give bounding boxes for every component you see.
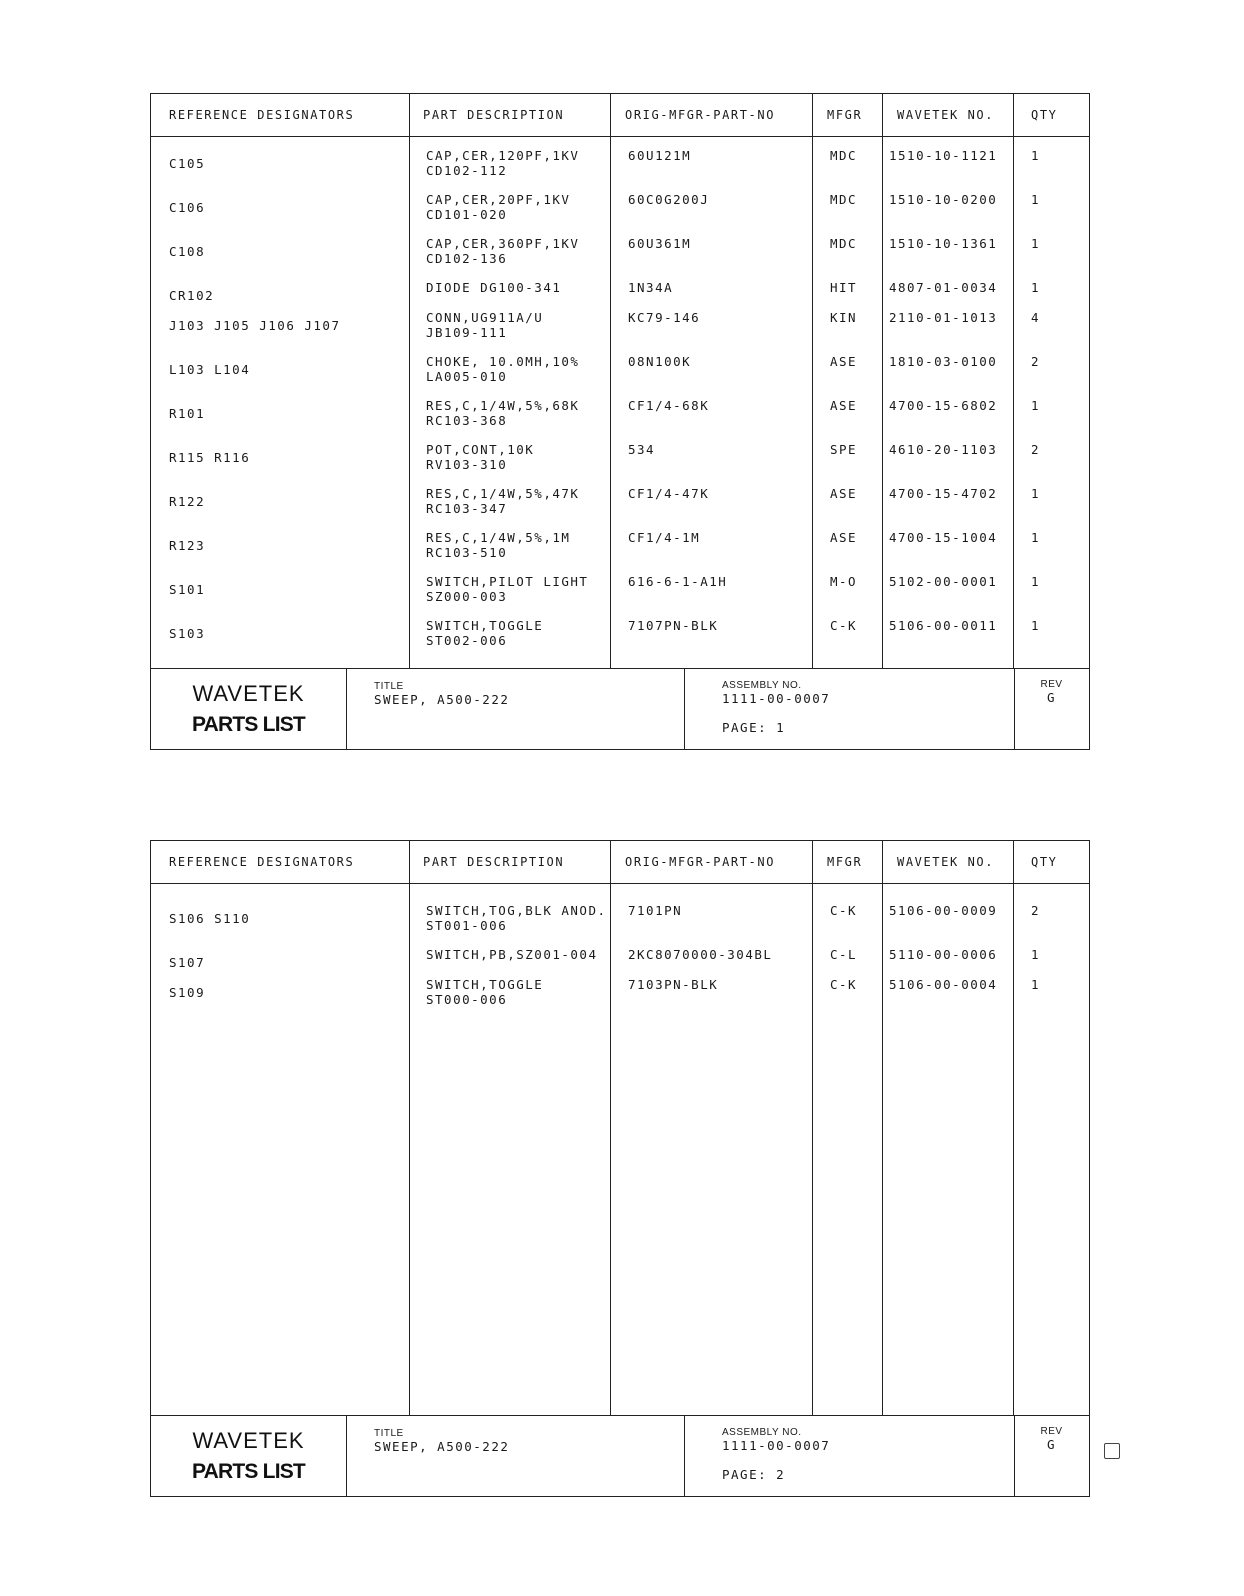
rev-label: REV: [1040, 679, 1063, 690]
table-row: [151, 148, 1089, 192]
qty: 1: [1031, 618, 1041, 633]
header-wavetek-no: WAVETEK NO.: [897, 855, 995, 869]
table-row: [151, 354, 1089, 398]
table-row: [151, 192, 1089, 236]
part-description: DIODE DG100-341: [426, 280, 562, 295]
part-description: SWITCH,TOGGLE ST002-006: [426, 618, 544, 648]
ref-designator: R115 R116: [169, 450, 251, 465]
part-description: RES,C,1/4W,5%,1M RC103-510: [426, 530, 571, 560]
wavetek-no: 1810-03-0100: [889, 354, 998, 369]
qty: 1: [1031, 947, 1041, 962]
table-row: [151, 903, 1089, 947]
orig-part-no: 60U121M: [628, 148, 692, 163]
logo-block: [151, 1416, 347, 1496]
wavetek-no: 1510-10-0200: [889, 192, 998, 207]
qty: 1: [1031, 280, 1041, 295]
part-description: SWITCH,PILOT LIGHT SZ000-003: [426, 574, 589, 604]
wavetek-no: 1510-10-1361: [889, 236, 998, 251]
orig-part-no: CF1/4-47K: [628, 486, 710, 501]
ref-designator: L103 L104: [169, 362, 251, 377]
title-block: [151, 1415, 1089, 1496]
header-orig-mfgr-part-no: ORIG-MFGR-PART-NO: [625, 108, 776, 122]
qty: 1: [1031, 398, 1041, 413]
part-description: CAP,CER,120PF,1KV CD102-112: [426, 148, 580, 178]
header-divider: [151, 136, 1089, 137]
orig-part-no: 60C0G200J: [628, 192, 710, 207]
wavetek-no: 5106-00-0009: [889, 903, 998, 918]
table-row: [151, 310, 1089, 354]
title-field: [346, 669, 685, 749]
part-description: CAP,CER,20PF,1KV CD101-020: [426, 192, 571, 222]
qty: 1: [1031, 574, 1041, 589]
scan-edge-mark: [1104, 1443, 1120, 1459]
header-part-description: PART DESCRIPTION: [423, 108, 565, 122]
header-divider: [151, 883, 1089, 884]
orig-part-no: 2KC8070000-304BL: [628, 947, 773, 962]
qty: 2: [1031, 442, 1041, 457]
ref-designator: R122: [169, 494, 206, 509]
title-value: SWEEP, A500-222: [374, 1439, 510, 1454]
wavetek-no: 1510-10-1121: [889, 148, 998, 163]
part-description: POT,CONT,10K RV103-310: [426, 442, 535, 472]
rev-label: REV: [1040, 1426, 1063, 1437]
ref-designator: J103 J105 J106 J107: [169, 318, 341, 333]
part-description: SWITCH,PB,SZ001-004: [426, 947, 598, 962]
header-mfgr: MFGR: [827, 108, 863, 122]
wavetek-no: 4610-20-1103: [889, 442, 998, 457]
page-number: PAGE: 1: [722, 720, 786, 735]
assembly-label: ASSEMBLY NO.: [722, 680, 802, 691]
table-row: [151, 574, 1089, 618]
wavetek-no: 5106-00-0011: [889, 618, 998, 633]
mfgr: C-K: [830, 618, 858, 633]
qty: 2: [1031, 354, 1041, 369]
mfgr: C-L: [830, 947, 858, 962]
mfgr: ASE: [830, 486, 858, 501]
wavetek-logo: WAVETEK: [192, 1428, 305, 1453]
wavetek-no: 4700-15-6802: [889, 398, 998, 413]
title-label: TITLE: [374, 681, 404, 692]
title-label: TITLE: [374, 1428, 404, 1439]
parts-list-sheet-1: [150, 93, 1090, 750]
ref-designator: S101: [169, 582, 206, 597]
ref-designator: CR102: [169, 288, 215, 303]
ref-designator: R101: [169, 406, 206, 421]
ref-designator: R123: [169, 538, 206, 553]
orig-part-no: 08N100K: [628, 354, 692, 369]
table-row: [151, 236, 1089, 280]
title-value: SWEEP, A500-222: [374, 692, 510, 707]
header-reference-designators: REFERENCE DESIGNATORS: [169, 855, 355, 869]
parts-list-sheet-2: [150, 840, 1090, 1497]
qty: 1: [1031, 192, 1041, 207]
wavetek-no: 2110-01-1013: [889, 310, 998, 325]
qty: 1: [1031, 977, 1041, 992]
part-description: SWITCH,TOG,BLK ANOD. ST001-006: [426, 903, 607, 933]
assembly-field: [684, 669, 1015, 749]
assembly-number: 1111-00-0007: [722, 1438, 831, 1453]
parts-list-label: PARTS LIST: [192, 1460, 305, 1483]
table-row: [151, 486, 1089, 530]
part-description: RES,C,1/4W,5%,68K RC103-368: [426, 398, 580, 428]
revision-field: [1014, 669, 1089, 749]
orig-part-no: CF1/4-1M: [628, 530, 701, 545]
orig-part-no: 1N34A: [628, 280, 674, 295]
orig-part-no: 7103PN-BLK: [628, 977, 719, 992]
page-number: PAGE: 2: [722, 1467, 786, 1482]
orig-part-no: 616-6-1-A1H: [628, 574, 728, 589]
part-description: CONN,UG911A/U JB109-111: [426, 310, 544, 340]
orig-part-no: 7101PN: [628, 903, 683, 918]
wavetek-no: 4700-15-1004: [889, 530, 998, 545]
mfgr: MDC: [830, 148, 858, 163]
table-row: [151, 398, 1089, 442]
mfgr: MDC: [830, 236, 858, 251]
mfgr: SPE: [830, 442, 858, 457]
part-description: RES,C,1/4W,5%,47K RC103-347: [426, 486, 580, 516]
header-qty: QTY: [1031, 855, 1058, 869]
mfgr: ASE: [830, 398, 858, 413]
header-mfgr: MFGR: [827, 855, 863, 869]
mfgr: C-K: [830, 977, 858, 992]
ref-designator: S107: [169, 955, 206, 970]
part-description: CAP,CER,360PF,1KV CD102-136: [426, 236, 580, 266]
table-row: [151, 530, 1089, 574]
orig-part-no: 534: [628, 442, 656, 457]
qty: 2: [1031, 903, 1041, 918]
part-description: CHOKE, 10.0MH,10% LA005-010: [426, 354, 580, 384]
part-description: SWITCH,TOGGLE ST000-006: [426, 977, 544, 1007]
table-row: [151, 618, 1089, 662]
ref-designator: C106: [169, 200, 206, 215]
assembly-number: 1111-00-0007: [722, 691, 831, 706]
ref-designator: C108: [169, 244, 206, 259]
qty: 1: [1031, 486, 1041, 501]
rev-value: G: [1046, 690, 1057, 705]
header-wavetek-no: WAVETEK NO.: [897, 108, 995, 122]
assembly-label: ASSEMBLY NO.: [722, 1427, 802, 1438]
header-part-description: PART DESCRIPTION: [423, 855, 565, 869]
ref-designator: S109: [169, 985, 206, 1000]
table-row: [151, 280, 1089, 310]
table-row: [151, 947, 1089, 977]
orig-part-no: 7107PN-BLK: [628, 618, 719, 633]
wavetek-logo: WAVETEK: [192, 681, 305, 706]
wavetek-no: 4807-01-0034: [889, 280, 998, 295]
wavetek-no: 5110-00-0006: [889, 947, 998, 962]
header-orig-mfgr-part-no: ORIG-MFGR-PART-NO: [625, 855, 776, 869]
mfgr: ASE: [830, 354, 858, 369]
orig-part-no: CF1/4-68K: [628, 398, 710, 413]
logo-block: [151, 669, 347, 749]
qty: 1: [1031, 148, 1041, 163]
wavetek-no: 4700-15-4702: [889, 486, 998, 501]
ref-designator: S106 S110: [169, 911, 251, 926]
orig-part-no: 60U361M: [628, 236, 692, 251]
qty: 1: [1031, 530, 1041, 545]
mfgr: HIT: [830, 280, 858, 295]
ref-designator: C105: [169, 156, 206, 171]
assembly-field: [684, 1416, 1015, 1496]
qty: 4: [1031, 310, 1041, 325]
qty: 1: [1031, 236, 1041, 251]
orig-part-no: KC79-146: [628, 310, 701, 325]
ref-designator: S103: [169, 626, 206, 641]
mfgr: M-O: [830, 574, 858, 589]
mfgr: C-K: [830, 903, 858, 918]
wavetek-no: 5102-00-0001: [889, 574, 998, 589]
table-row: [151, 977, 1089, 1021]
mfgr: MDC: [830, 192, 858, 207]
mfgr: KIN: [830, 310, 858, 325]
wavetek-no: 5106-00-0004: [889, 977, 998, 992]
revision-field: [1014, 1416, 1089, 1496]
title-field: [346, 1416, 685, 1496]
title-block: [151, 668, 1089, 749]
rev-value: G: [1046, 1437, 1057, 1452]
parts-list-label: PARTS LIST: [192, 713, 305, 736]
header-qty: QTY: [1031, 108, 1058, 122]
header-reference-designators: REFERENCE DESIGNATORS: [169, 108, 355, 122]
table-row: [151, 442, 1089, 486]
mfgr: ASE: [830, 530, 858, 545]
